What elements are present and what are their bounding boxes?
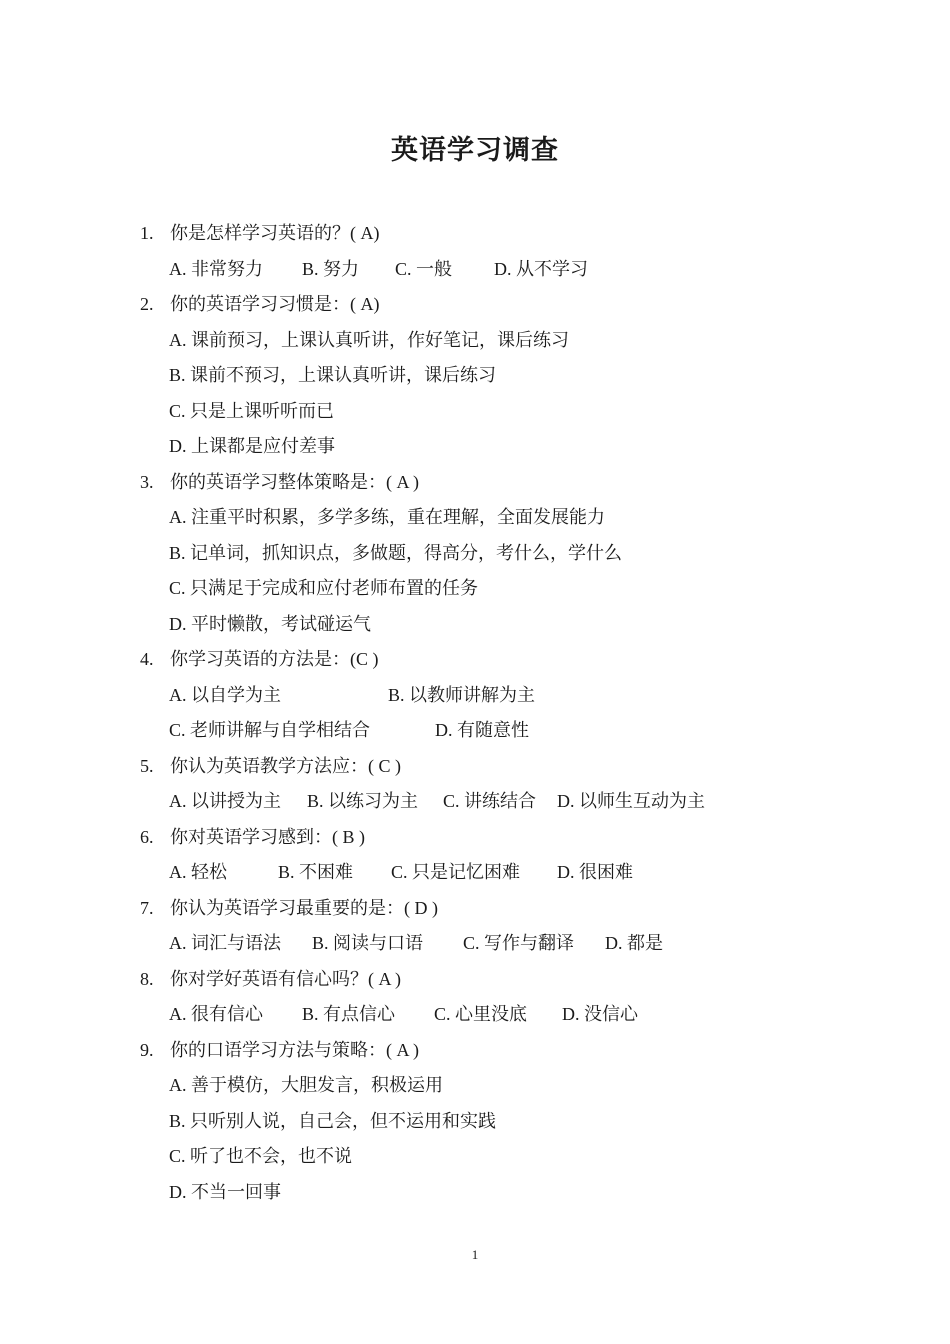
option-d: D. 有随意性: [435, 720, 529, 740]
option-line: [140, 855, 840, 891]
question-number: 5.: [140, 755, 154, 776]
question-text: 你的英语学习习惯是：( A): [170, 294, 380, 314]
question-2: [140, 287, 840, 323]
option-a: A. 轻松: [169, 862, 227, 882]
document-title: 英语学习调查: [391, 135, 559, 165]
option-a: A. 非常努力: [169, 258, 263, 279]
question-number: 7.: [140, 897, 154, 918]
option-d: D. 没信心: [562, 1004, 638, 1024]
question-text: 你是怎样学习英语的？( A): [170, 223, 380, 243]
option-c: C. 只是记忆困难: [391, 862, 521, 882]
option-b: B. 只听别人说，自己会，但不运用和实践: [169, 1110, 497, 1131]
option-b: B. 有点信心: [302, 1004, 396, 1024]
question-5: [140, 749, 840, 785]
option-d: D. 从不学习: [494, 258, 588, 279]
question-number: 2.: [140, 294, 154, 314]
question-text: 你对英语学习感到：( B ): [170, 826, 365, 847]
option-d: D. 上课都是应付差事: [169, 436, 335, 456]
option-b: B. 记单词，抓知识点，多做题，得高分，考什么，学什么: [169, 542, 623, 563]
question-text: 你对学好英语有信心吗？( A ): [170, 968, 401, 989]
question-number: 6.: [140, 826, 154, 847]
option-c: C. 一般: [395, 258, 453, 279]
option-c: C. 只是上课听听而已: [169, 400, 335, 421]
option-c: C. 只满足于完成和应付老师布置的任务: [169, 578, 479, 598]
option-b: B. 以教师讲解为主: [388, 684, 536, 705]
question-number: 9.: [140, 1039, 154, 1060]
question-6: [140, 820, 840, 856]
question-9: [140, 1033, 840, 1069]
option-d: D. 不当一回事: [169, 1181, 281, 1202]
question-text: 你的口语学习方法与策略：( A ): [170, 1039, 419, 1060]
option-c: C. 老师讲解与自学相结合: [169, 720, 371, 740]
question-text: 你学习英语的方法是：(C ): [170, 649, 379, 669]
option-line: [140, 997, 840, 1033]
question-text: 你的英语学习整体策略是：( A ): [170, 471, 419, 492]
option-a: A. 很有信心: [169, 1004, 263, 1024]
question-3: [140, 465, 840, 501]
option-b: B. 不困难: [278, 862, 354, 882]
option-line: [140, 678, 840, 714]
question-text: 你认为英语教学方法应：( C ): [170, 755, 401, 776]
question-number: 3.: [140, 471, 154, 492]
option-c: C. 写作与翻译: [463, 933, 575, 953]
question-4: [140, 642, 840, 678]
question-7: [140, 891, 840, 927]
option-c: C. 心里没底: [434, 1004, 528, 1024]
option-b: B. 阅读与口语: [312, 933, 424, 953]
option-line: [140, 784, 840, 820]
option-c: C. 听了也不会，也不说: [169, 1146, 353, 1166]
option-a: A. 课前预习，上课认真听讲，作好笔记，课后练习: [169, 329, 569, 350]
question-text: 你认为英语学习最重要的是：( D ): [170, 897, 438, 918]
option-line: [140, 252, 840, 288]
option-line: [140, 713, 840, 749]
option-line: [140, 926, 840, 962]
option-b: B. 以练习为主: [307, 791, 419, 811]
question-number: 4.: [140, 649, 154, 669]
option-d: D. 很困难: [557, 862, 633, 882]
question-number: 8.: [140, 968, 154, 989]
option-a: A. 注重平时积累，多学多练，重在理解，全面发展能力: [169, 507, 605, 527]
option-a: A. 善于模仿，大胆发言，积极运用: [169, 1075, 443, 1095]
option-b: B. 课前不预习，上课认真听讲，课后练习: [169, 365, 497, 385]
question-list: [140, 216, 840, 1210]
option-d: D. 平时懒散，考试碰运气: [169, 613, 371, 634]
question-number: 1.: [140, 223, 154, 243]
option-c: C. 讲练结合: [443, 791, 537, 811]
option-a: A. 以自学为主: [169, 684, 281, 705]
option-b: B. 努力: [302, 258, 360, 279]
question-1: [140, 216, 840, 252]
option-a: A. 以讲授为主: [169, 791, 281, 811]
page-number: 1: [471, 1247, 479, 1262]
option-d: D. 以师生互动为主: [557, 791, 705, 811]
question-8: [140, 962, 840, 998]
option-a: A. 词汇与语法: [169, 933, 281, 953]
option-d: D. 都是: [605, 933, 663, 953]
